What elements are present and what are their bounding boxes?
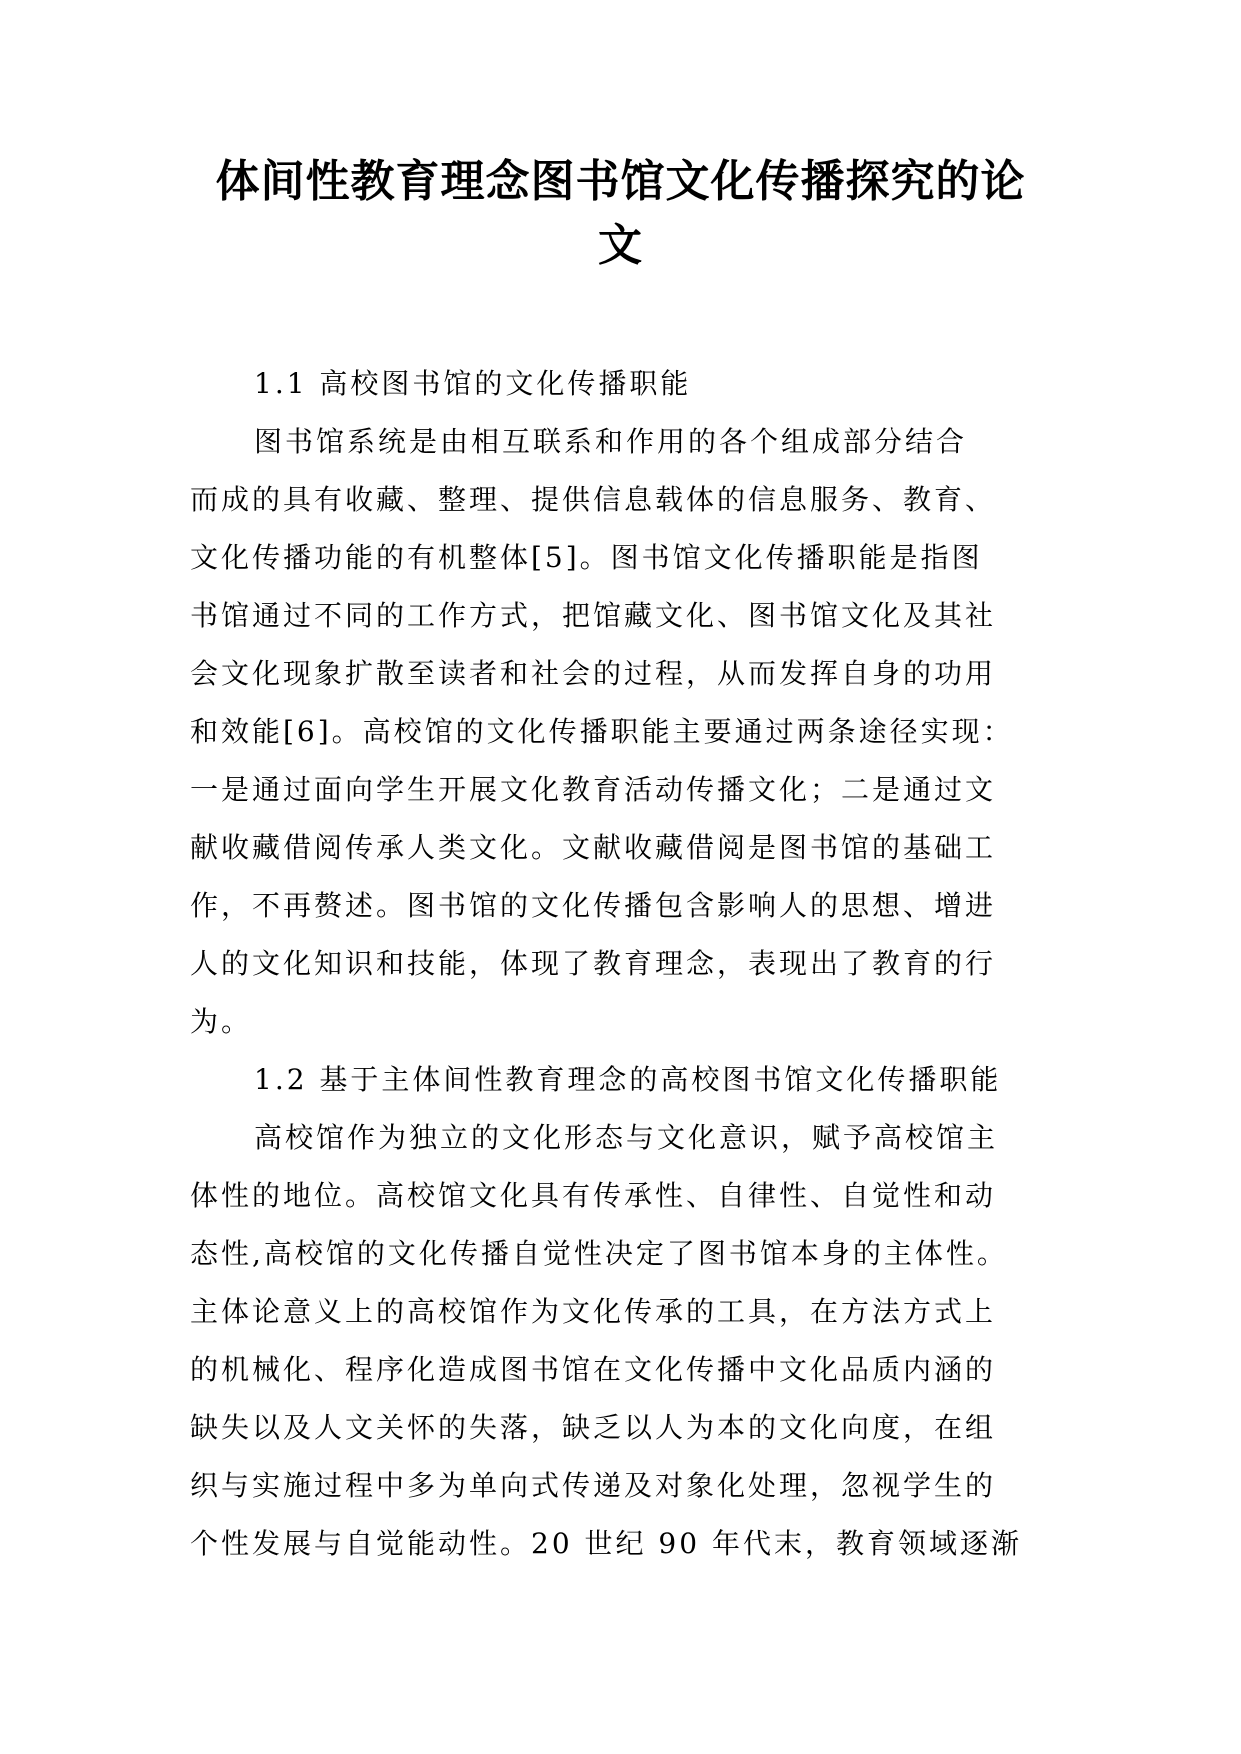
- paragraph-line: 体性的地位。高校馆文化具有传承性、自律性、自觉性和动: [190, 1179, 997, 1212]
- paragraph-line: 高校馆作为独立的文化形态与文化意识，赋予高校馆主: [254, 1121, 999, 1154]
- paragraph-line: 人的文化知识和技能，体现了教育理念，表现出了教育的行: [190, 947, 997, 980]
- paragraph-line: 作，不再赘述。图书馆的文化传播包含影响人的思想、增进: [190, 889, 997, 922]
- paragraph-line: 图书馆系统是由相互联系和作用的各个组成部分结合: [254, 425, 968, 458]
- paragraph-line: 个性发展与自觉能动性。20 世纪 90 年代末，教育领域逐渐: [190, 1527, 1022, 1560]
- section-heading: 1.1 高校图书馆的文化传播职能: [254, 367, 692, 400]
- paragraph-line: 态性,高校馆的文化传播自觉性决定了图书馆本身的主体性。: [190, 1237, 1008, 1270]
- paragraph-line: 织与实施过程中多为单向式传递及对象化处理，忽视学生的: [190, 1469, 997, 1502]
- paragraph-line: 献收藏借阅传承人类文化。文献收藏借阅是图书馆的基础工: [190, 831, 997, 864]
- document-title: [200, 150, 1041, 278]
- title-line: 体间性教育理念图书馆文化传播探究的论: [215, 156, 1026, 207]
- paragraph-line: 主体论意义上的高校馆作为文化传承的工具，在方法方式上: [190, 1295, 997, 1328]
- paragraph-line: 为。: [190, 1005, 253, 1038]
- paragraph-line: 文化传播功能的有机整体[5]。图书馆文化传播职能是指图: [190, 541, 983, 574]
- title-line: 文: [598, 220, 643, 271]
- paragraph-line: 缺失以及人文关怀的失落，缺乏以人为本的文化向度，在组: [190, 1411, 997, 1444]
- paragraph-line: 而成的具有收藏、整理、提供信息载体的信息服务、教育、: [190, 483, 997, 516]
- document-body: [190, 355, 1060, 1573]
- section-heading: 1.2 基于主体间性教育理念的高校图书馆文化传播职能: [254, 1063, 1002, 1096]
- paragraph-line: 一是通过面向学生开展文化教育活动传播文化；二是通过文: [190, 773, 997, 806]
- paragraph-line: 书馆通过不同的工作方式，把馆藏文化、图书馆文化及其社: [190, 599, 997, 632]
- paragraph-line: 的机械化、程序化造成图书馆在文化传播中文化品质内涵的: [190, 1353, 997, 1386]
- paragraph-line: 会文化现象扩散至读者和社会的过程，从而发挥自身的功用: [190, 657, 997, 690]
- paragraph-line: 和效能[6]。高校馆的文化传播职能主要通过两条途径实现：: [190, 715, 1014, 748]
